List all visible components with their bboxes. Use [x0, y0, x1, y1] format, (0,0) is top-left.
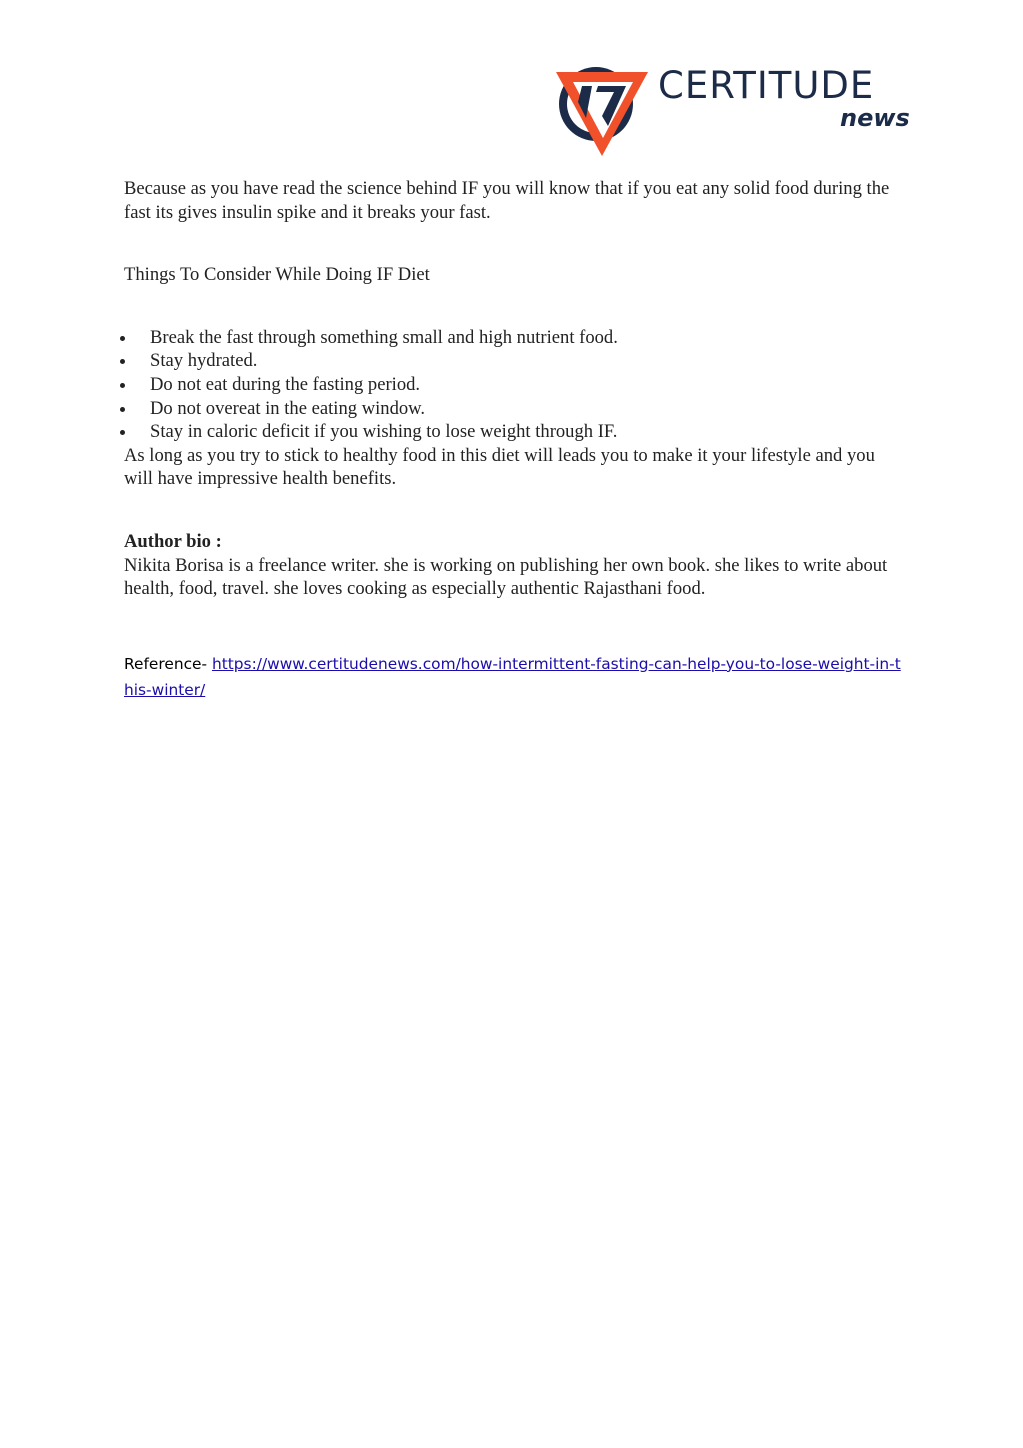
list-item: Break the fast through something small and high nutrient food. — [124, 326, 904, 350]
reference-link[interactable]: https://www.certitudenews.com/how-intermittent-fasting-can-help-you-to-lose-weight-in-this-winter/ — [124, 654, 901, 700]
summary-paragraph: As long as you try to stick to healthy food in this diet will leads you to make it your lifestyle and you will have impressive health benefits. — [124, 444, 875, 490]
list-item: Stay hydrated. — [124, 349, 904, 373]
section-heading: Things To Consider While Doing IF Diet — [124, 264, 430, 286]
author-bio-text: Nikita Borisa is a freelance writer. she is working on publishing her own book. she likes to write about health, food, travel. she loves cooking as especially authentic Rajasthani food. — [124, 554, 888, 600]
reference-line — [124, 651, 904, 704]
intro-paragraph: Because as you have read the science behind IF you will know that if you eat any solid food during the fast its gives insulin spike and it breaks your fast. — [124, 178, 890, 223]
logo-emblem-icon — [556, 58, 656, 158]
brand-name: CERTITUDE — [658, 64, 875, 107]
list-item: Do not eat during the fasting period. — [124, 373, 904, 397]
brand-subtitle: news — [840, 104, 910, 132]
article-content — [124, 177, 904, 704]
certitude-news-logo — [556, 58, 910, 158]
reference-label: Reference- — [124, 654, 208, 673]
tips-list — [124, 326, 904, 444]
list-item: Do not overeat in the eating window. — [124, 397, 904, 421]
author-bio-heading: Author bio : — [124, 530, 222, 552]
list-item: Stay in caloric deficit if you wishing to lose weight through IF. — [124, 420, 904, 444]
